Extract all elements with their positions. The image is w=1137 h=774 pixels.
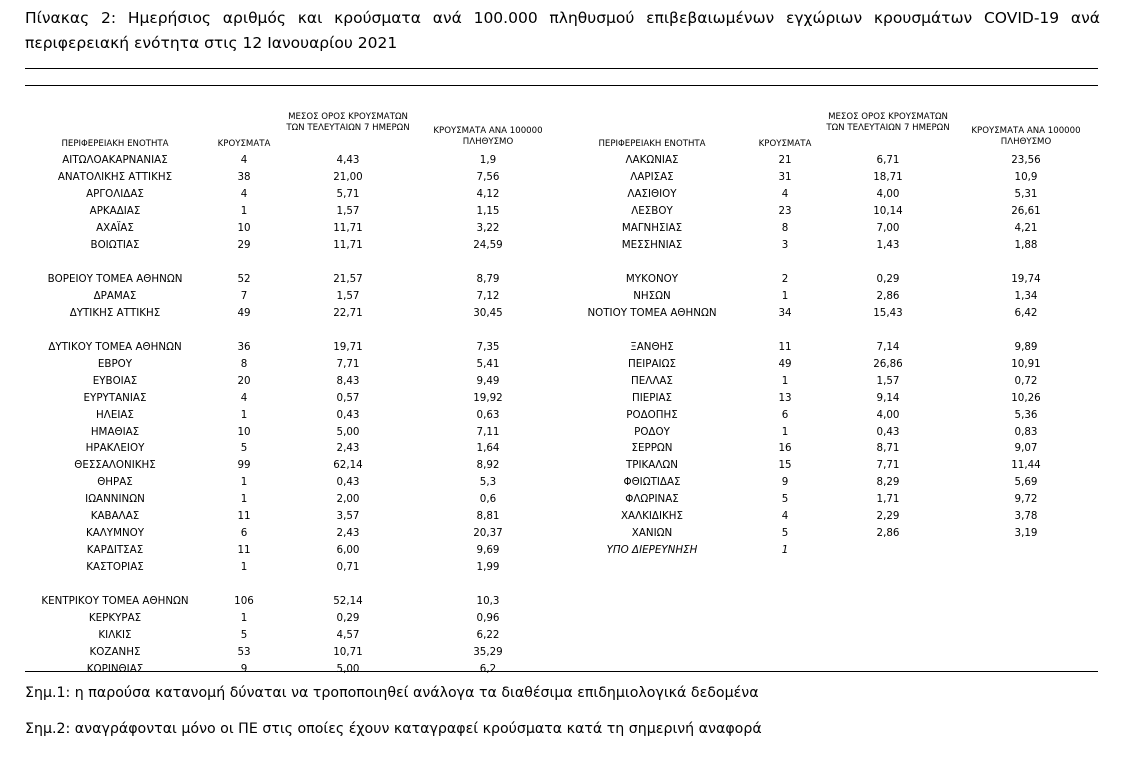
cell-cases: 5 bbox=[240, 442, 248, 455]
cell-per100k: 9,07 bbox=[1014, 442, 1038, 455]
cell-cases: 8 bbox=[240, 357, 248, 370]
cell-region: ΚΙΛΚΙΣ bbox=[98, 629, 132, 642]
cell-per100k: 0,63 bbox=[476, 408, 500, 421]
bottom-rule bbox=[25, 671, 1098, 672]
cell-region: ΠΙΕΡΙΑΣ bbox=[631, 391, 673, 404]
cell-region: ΦΘΙΩΤΙΔΑΣ bbox=[623, 476, 681, 489]
cell-cases: 11 bbox=[778, 340, 792, 353]
cell-region: ΞΑΝΘΗΣ bbox=[630, 340, 674, 353]
cell-per100k: 19,92 bbox=[473, 391, 503, 404]
cell-avg7: 2,43 bbox=[336, 442, 360, 455]
cell-per100k: 10,91 bbox=[1011, 357, 1041, 370]
cell-avg7: 15,43 bbox=[873, 306, 903, 319]
cell-region: ΔΥΤΙΚΟΥ ΤΟΜΕΑ ΑΘΗΝΩΝ bbox=[48, 340, 182, 353]
cell-region: ΑΧΑΪΑΣ bbox=[96, 221, 134, 234]
cell-region: ΜΑΓΝΗΣΙΑΣ bbox=[621, 221, 683, 234]
cell-cases: 1 bbox=[781, 374, 789, 387]
cell-avg7: 4,43 bbox=[336, 154, 360, 166]
cell-avg7: 11,71 bbox=[333, 221, 363, 234]
cell-region: ΕΥΡΥΤΑΝΙΑΣ bbox=[83, 391, 147, 404]
cell-per100k: 0,72 bbox=[1014, 374, 1038, 387]
cell-cases: 23 bbox=[778, 204, 792, 217]
cell-cases: 5 bbox=[240, 629, 248, 642]
cell-per100k: 1,88 bbox=[1014, 238, 1038, 251]
cell-per100k: 1,99 bbox=[476, 561, 500, 574]
cell-per100k: 3,22 bbox=[476, 221, 500, 234]
cell-avg7 bbox=[280, 576, 416, 593]
cell-region: ΔΡΑΜΑΣ bbox=[93, 289, 137, 302]
cell-cases: 4 bbox=[240, 187, 248, 200]
cell-cases: 52 bbox=[237, 272, 251, 285]
cell-per100k bbox=[956, 322, 1096, 339]
cell-avg7: 0,29 bbox=[876, 272, 900, 285]
cell-per100k: 7,35 bbox=[476, 340, 500, 353]
cell-avg7: 4,00 bbox=[876, 408, 900, 421]
cell-cases: 8 bbox=[781, 221, 789, 234]
cell-per100k: 1,15 bbox=[476, 204, 500, 217]
cell-cases: 1 bbox=[240, 408, 248, 421]
cell-avg7: 7,71 bbox=[876, 459, 900, 472]
cell-avg7: 19,71 bbox=[333, 340, 363, 353]
cell-region: ΧΑΝΙΩΝ bbox=[631, 527, 673, 540]
cell-per100k: 9,49 bbox=[476, 374, 500, 387]
cell-cases: 1 bbox=[240, 612, 248, 625]
cell-per100k: 8,79 bbox=[476, 272, 500, 285]
cell-region: ΚΕΝΤΡΙΚΟΥ ΤΟΜΕΑ ΑΘΗΝΩΝ bbox=[41, 595, 189, 608]
cell-region: ΛΕΣΒΟΥ bbox=[631, 204, 673, 217]
right-header-per100k: ΚΡΟΥΣΜΑΤΑ ΑΝΑ 100000 ΠΛΗΘΥΣΜΟ bbox=[971, 126, 1081, 147]
cell-per100k: 3,78 bbox=[1014, 510, 1038, 523]
cell-avg7: 10,71 bbox=[333, 646, 363, 659]
cell-cases: 15 bbox=[778, 459, 792, 472]
cell-region: ΝΗΣΩΝ bbox=[633, 289, 671, 302]
cell-region bbox=[40, 322, 190, 339]
cell-region: ΗΛΕΙΑΣ bbox=[96, 408, 134, 421]
cell-region: ΑΡΓΟΛΙΔΑΣ bbox=[86, 187, 144, 200]
cell-per100k: 1,34 bbox=[1014, 289, 1038, 302]
cell-avg7: 6,00 bbox=[336, 544, 360, 557]
cell-per100k bbox=[956, 254, 1096, 271]
cell-region: ΗΜΑΘΙΑΣ bbox=[90, 425, 140, 438]
cell-region: ΑΙΤΩΛΟΑΚΑΡΝΑΝΙΑΣ bbox=[62, 154, 168, 166]
cell-per100k: 3,19 bbox=[1014, 527, 1038, 540]
cell-avg7: 1,57 bbox=[336, 289, 360, 302]
cell-per100k: 24,59 bbox=[473, 238, 503, 251]
cell-avg7: 62,14 bbox=[333, 459, 363, 472]
cell-per100k: 10,3 bbox=[476, 595, 500, 608]
cell-cases: 16 bbox=[778, 442, 792, 455]
cell-avg7: 1,71 bbox=[876, 493, 900, 506]
footnote-2: Σημ.2: αναγράφονται μόνο οι ΠΕ στις οποίες έχουν καταγραφεί κρούσματα κατά τη σημερινή αναφορά bbox=[25, 721, 762, 737]
cell-region: ΑΝΑΤΟΛΙΚΗΣ ΑΤΤΙΚΗΣ bbox=[57, 170, 173, 183]
cell-per100k: 0,6 bbox=[479, 493, 497, 506]
cell-cases: 38 bbox=[237, 170, 251, 183]
cell-region: ΔΥΤΙΚΗΣ ΑΤΤΙΚΗΣ bbox=[69, 306, 161, 319]
cell-avg7: 1,57 bbox=[336, 204, 360, 217]
cell-per100k: 7,11 bbox=[476, 425, 500, 438]
cell-region: ΘΕΣΣΑΛΟΝΙΚΗΣ bbox=[74, 459, 156, 472]
cell-cases: 53 bbox=[237, 646, 251, 659]
cell-cases: 21 bbox=[778, 154, 792, 166]
cell-region: ΚΕΡΚΥΡΑΣ bbox=[88, 612, 142, 625]
cell-region: ΙΩΑΝΝΙΝΩΝ bbox=[85, 493, 145, 506]
cell-cases: 11 bbox=[237, 544, 251, 557]
cell-avg7: 4,00 bbox=[876, 187, 900, 200]
cell-cases: 34 bbox=[778, 306, 792, 319]
cell-cases: 4 bbox=[781, 510, 789, 523]
cell-region: ΚΟΡΙΝΘΙΑΣ bbox=[86, 663, 144, 676]
cell-avg7 bbox=[826, 542, 950, 559]
cell-avg7 bbox=[280, 254, 416, 271]
cell-per100k: 1,9 bbox=[479, 154, 497, 166]
cell-cases: 1 bbox=[781, 544, 789, 557]
cell-cases: 1 bbox=[240, 204, 248, 217]
cell-per100k: 7,56 bbox=[476, 170, 500, 183]
cell-region: ΚΑΣΤΟΡΙΑΣ bbox=[86, 561, 144, 574]
cell-avg7: 21,57 bbox=[333, 272, 363, 285]
cell-cases: 6 bbox=[781, 408, 789, 421]
cell-per100k bbox=[418, 322, 558, 339]
cell-avg7: 8,71 bbox=[876, 442, 900, 455]
table-caption: Πίνακας 2: Ημερήσιος αριθμός και κρούσματα ανά 100.000 πληθυσμού επιβεβαιωμένων εγχώριων κρουσμάτων COVID-19 ανά περιφερειακή ενότητα στις 12 Ιανουαρίου 2021 bbox=[25, 9, 1100, 52]
cell-cases bbox=[748, 254, 822, 271]
cell-avg7: 5,00 bbox=[336, 663, 360, 676]
cell-region: ΜΕΣΣΗΝΙΑΣ bbox=[621, 238, 683, 251]
cell-cases: 13 bbox=[778, 391, 792, 404]
cell-region: ΡΟΔΟΥ bbox=[634, 425, 670, 438]
cell-avg7: 7,00 bbox=[876, 221, 900, 234]
cell-avg7: 52,14 bbox=[333, 595, 363, 608]
cell-per100k: 10,26 bbox=[1011, 391, 1041, 404]
cell-per100k: 10,9 bbox=[1014, 170, 1038, 183]
cell-region bbox=[577, 254, 727, 271]
cell-per100k: 4,21 bbox=[1014, 221, 1038, 234]
cell-avg7: 1,57 bbox=[876, 374, 900, 387]
cell-region: ΥΠΟ ΔΙΕΡΕΥΝΗΣΗ bbox=[606, 544, 698, 557]
cell-region: ΚΑΡΔΙΤΣΑΣ bbox=[86, 544, 144, 557]
cell-per100k: 5,36 bbox=[1014, 408, 1038, 421]
cell-avg7: 0,43 bbox=[876, 425, 900, 438]
cell-avg7: 8,43 bbox=[336, 374, 360, 387]
cell-avg7: 10,14 bbox=[873, 204, 903, 217]
cell-region: ΚΑΒΑΛΑΣ bbox=[90, 510, 140, 523]
cell-region: ΗΡΑΚΛΕΙΟΥ bbox=[85, 442, 145, 455]
cell-avg7: 3,57 bbox=[336, 510, 360, 523]
cell-region: ΧΑΛΚΙΔΙΚΗΣ bbox=[620, 510, 683, 523]
cell-per100k: 6,2 bbox=[479, 663, 497, 676]
cell-per100k: 23,56 bbox=[1011, 154, 1041, 166]
cell-avg7: 2,43 bbox=[336, 527, 360, 540]
cell-cases: 29 bbox=[237, 238, 251, 251]
right-header-region: ΠΕΡΙΦΕΡΕΙΑΚΗ ΕΝΟΤΗΤΑ bbox=[598, 139, 706, 149]
cell-per100k: 0,96 bbox=[476, 612, 500, 625]
cell-per100k: 7,12 bbox=[476, 289, 500, 302]
cell-region: ΝΟΤΙΟΥ ΤΟΜΕΑ ΑΘΗΝΩΝ bbox=[587, 306, 717, 319]
cell-region: ΛΑΡΙΣΑΣ bbox=[630, 170, 674, 183]
cell-region: ΛΑΚΩΝΙΑΣ bbox=[625, 154, 679, 166]
cell-cases: 4 bbox=[240, 391, 248, 404]
cell-per100k: 6,42 bbox=[1014, 306, 1038, 319]
cell-cases: 5 bbox=[781, 493, 789, 506]
cell-per100k: 30,45 bbox=[473, 306, 503, 319]
cell-avg7 bbox=[280, 322, 416, 339]
cell-region: ΦΛΩΡΙΝΑΣ bbox=[625, 493, 679, 506]
cell-per100k bbox=[956, 542, 1096, 559]
cell-per100k: 8,92 bbox=[476, 459, 500, 472]
cell-cases: 4 bbox=[240, 154, 248, 166]
cell-avg7: 5,71 bbox=[336, 187, 360, 200]
cell-per100k: 6,22 bbox=[476, 629, 500, 642]
cell-avg7: 2,29 bbox=[876, 510, 900, 523]
left-header-cases: ΚΡΟΥΣΜΑΤΑ bbox=[217, 139, 271, 149]
header-rule bbox=[25, 85, 1098, 86]
cell-avg7 bbox=[826, 322, 950, 339]
cell-avg7: 22,71 bbox=[333, 306, 363, 319]
cell-region: ΡΟΔΟΠΗΣ bbox=[626, 408, 678, 421]
cell-per100k: 5,3 bbox=[479, 476, 497, 489]
cell-region: ΕΥΒΟΙΑΣ bbox=[92, 374, 138, 387]
cell-per100k: 4,12 bbox=[476, 187, 500, 200]
cell-cases: 20 bbox=[237, 374, 251, 387]
cell-region: ΜΥΚΟΝΟΥ bbox=[625, 272, 679, 285]
cell-avg7: 0,43 bbox=[336, 408, 360, 421]
cell-region: ΛΑΣΙΘΙΟΥ bbox=[627, 187, 677, 200]
cell-region: ΑΡΚΑΔΙΑΣ bbox=[89, 204, 141, 217]
cell-per100k: 9,72 bbox=[1014, 493, 1038, 506]
cell-avg7: 0,43 bbox=[336, 476, 360, 489]
cell-cases: 11 bbox=[237, 510, 251, 523]
cell-cases: 9 bbox=[781, 476, 789, 489]
cell-avg7: 7,14 bbox=[876, 340, 900, 353]
cell-cases: 1 bbox=[240, 561, 248, 574]
cell-cases: 31 bbox=[778, 170, 792, 183]
footnote-1: Σημ.1: η παρούσα κατανομή δύναται να τροποποιηθεί ανάλογα τα διαθέσιμα επιδημιολογικά δεδομένα bbox=[25, 685, 759, 701]
left-header-avg7: ΜΕΣΟΣ ΟΡΟΣ ΚΡΟΥΣΜΑΤΩΝ ΤΩΝ ΤΕΛΕΥΤΑΙΩΝ 7 ΗΜΕΡΩΝ bbox=[286, 112, 410, 133]
cell-avg7: 11,71 bbox=[333, 238, 363, 251]
cell-cases: 9 bbox=[240, 663, 248, 676]
cell-avg7: 0,29 bbox=[336, 612, 360, 625]
cell-per100k: 8,81 bbox=[476, 510, 500, 523]
cell-avg7: 21,00 bbox=[333, 170, 363, 183]
top-rule bbox=[25, 68, 1098, 69]
cell-cases: 1 bbox=[781, 289, 789, 302]
cell-avg7: 1,43 bbox=[876, 238, 900, 251]
cell-per100k: 19,74 bbox=[1011, 272, 1041, 285]
cell-region bbox=[40, 576, 190, 593]
cell-avg7: 7,71 bbox=[336, 357, 360, 370]
cell-region: ΚΟΖΑΝΗΣ bbox=[89, 646, 141, 659]
cell-per100k: 35,29 bbox=[473, 646, 503, 659]
cell-cases: 6 bbox=[240, 527, 248, 540]
cell-region: ΕΒΡΟΥ bbox=[97, 357, 133, 370]
cell-cases: 4 bbox=[781, 187, 789, 200]
left-header-region: ΠΕΡΙΦΕΡΕΙΑΚΗ ΕΝΟΤΗΤΑ bbox=[61, 139, 169, 149]
cell-cases bbox=[748, 322, 822, 339]
cell-cases: 1 bbox=[781, 425, 789, 438]
cell-avg7: 2,86 bbox=[876, 289, 900, 302]
cell-per100k bbox=[418, 576, 558, 593]
cell-region: ΤΡΙΚΑΛΩΝ bbox=[626, 459, 678, 472]
cell-region: ΚΑΛΥΜΝΟΥ bbox=[85, 527, 145, 540]
cell-per100k: 0,83 bbox=[1014, 425, 1038, 438]
cell-cases bbox=[206, 322, 282, 339]
cell-per100k: 1,64 bbox=[476, 442, 500, 455]
cell-cases: 5 bbox=[781, 527, 789, 540]
cell-cases: 3 bbox=[781, 238, 789, 251]
cell-cases: 49 bbox=[237, 306, 251, 319]
cell-region: ΒΟΡΕΙΟΥ ΤΟΜΕΑ ΑΘΗΝΩΝ bbox=[47, 272, 183, 285]
cell-cases bbox=[206, 576, 282, 593]
cell-cases: 36 bbox=[237, 340, 251, 353]
cell-per100k: 26,61 bbox=[1011, 204, 1041, 217]
cell-avg7: 9,14 bbox=[876, 391, 900, 404]
cell-avg7: 5,00 bbox=[336, 425, 360, 438]
cell-per100k bbox=[418, 254, 558, 271]
cell-per100k: 9,89 bbox=[1014, 340, 1038, 353]
cell-per100k: 5,69 bbox=[1014, 476, 1038, 489]
cell-per100k: 5,41 bbox=[476, 357, 500, 370]
cell-cases: 49 bbox=[778, 357, 792, 370]
cell-avg7: 18,71 bbox=[873, 170, 903, 183]
cell-region bbox=[40, 254, 190, 271]
cell-cases bbox=[206, 254, 282, 271]
cell-region: ΠΕΙΡΑΙΩΣ bbox=[628, 357, 676, 370]
cell-region: ΣΕΡΡΩΝ bbox=[631, 442, 673, 455]
cell-avg7: 0,57 bbox=[336, 391, 360, 404]
cell-cases: 10 bbox=[237, 425, 251, 438]
cell-per100k: 5,31 bbox=[1014, 187, 1038, 200]
cell-cases: 7 bbox=[240, 289, 248, 302]
left-header-per100k: ΚΡΟΥΣΜΑΤΑ ΑΝΑ 100000 ΠΛΗΘΥΣΜΟ bbox=[433, 126, 543, 147]
cell-region: ΘΗΡΑΣ bbox=[97, 476, 133, 489]
cell-avg7: 0,71 bbox=[336, 561, 360, 574]
cell-avg7: 6,71 bbox=[876, 154, 900, 166]
cell-cases: 1 bbox=[240, 493, 248, 506]
cell-cases: 10 bbox=[237, 221, 251, 234]
right-header-cases: ΚΡΟΥΣΜΑΤΑ bbox=[758, 139, 812, 149]
cell-avg7 bbox=[826, 254, 950, 271]
cell-avg7: 4,57 bbox=[336, 629, 360, 642]
right-header-avg7: ΜΕΣΟΣ ΟΡΟΣ ΚΡΟΥΣΜΑΤΩΝ ΤΩΝ ΤΕΛΕΥΤΑΙΩΝ 7 ΗΜΕΡΩΝ bbox=[826, 112, 950, 133]
cell-cases: 1 bbox=[240, 476, 248, 489]
cell-avg7: 2,00 bbox=[336, 493, 360, 506]
cell-cases: 106 bbox=[234, 595, 254, 608]
cell-per100k: 20,37 bbox=[473, 527, 503, 540]
cell-per100k: 9,69 bbox=[476, 544, 500, 557]
cell-avg7: 2,86 bbox=[876, 527, 900, 540]
cell-avg7: 26,86 bbox=[873, 357, 903, 370]
cell-region: ΒΟΙΩΤΙΑΣ bbox=[90, 238, 140, 251]
cell-cases: 99 bbox=[237, 459, 251, 472]
cell-cases: 2 bbox=[781, 272, 789, 285]
cell-avg7: 8,29 bbox=[876, 476, 900, 489]
cell-region: ΠΕΛΛΑΣ bbox=[631, 374, 673, 387]
cell-per100k: 11,44 bbox=[1011, 459, 1041, 472]
cell-region bbox=[577, 322, 727, 339]
